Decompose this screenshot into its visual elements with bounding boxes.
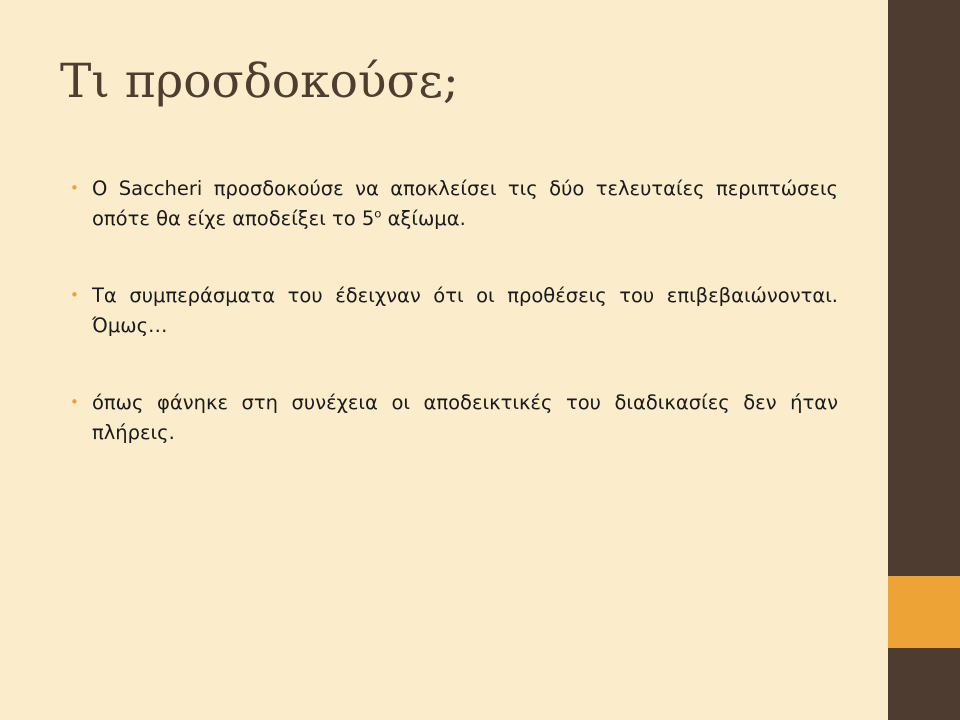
bullet-text: Τα συμπεράσματα του έδειχναν ότι οι προθέσεις του επιβεβαιώνονται. Όμως… <box>92 284 838 337</box>
bullet-item <box>70 174 838 234</box>
bullet-icon: • <box>70 179 79 197</box>
bullet-text: Ο Saccheri προσδοκούσε να αποκλείσει τις δύο τελευταίες περιπτώσεις οπότε θα είχε αποδείξει το 5 <box>92 177 838 230</box>
bullet-icon: • <box>70 286 79 304</box>
sidebar-accent-block <box>888 576 960 648</box>
superscript-ordinal: ο <box>374 206 382 221</box>
bullet-text: όπως φάνηκε στη συνέχεια οι αποδεικτικές του διαδικασίες δεν ήταν πλήρεις. <box>92 391 838 444</box>
slide-title: Τι προσδοκούσε; <box>60 54 459 109</box>
bullet-text-continued: αξίωμα. <box>381 207 466 230</box>
bullet-item <box>70 388 838 448</box>
bullet-list <box>70 174 838 495</box>
bullet-icon: • <box>70 393 79 411</box>
bullet-item <box>70 281 838 341</box>
